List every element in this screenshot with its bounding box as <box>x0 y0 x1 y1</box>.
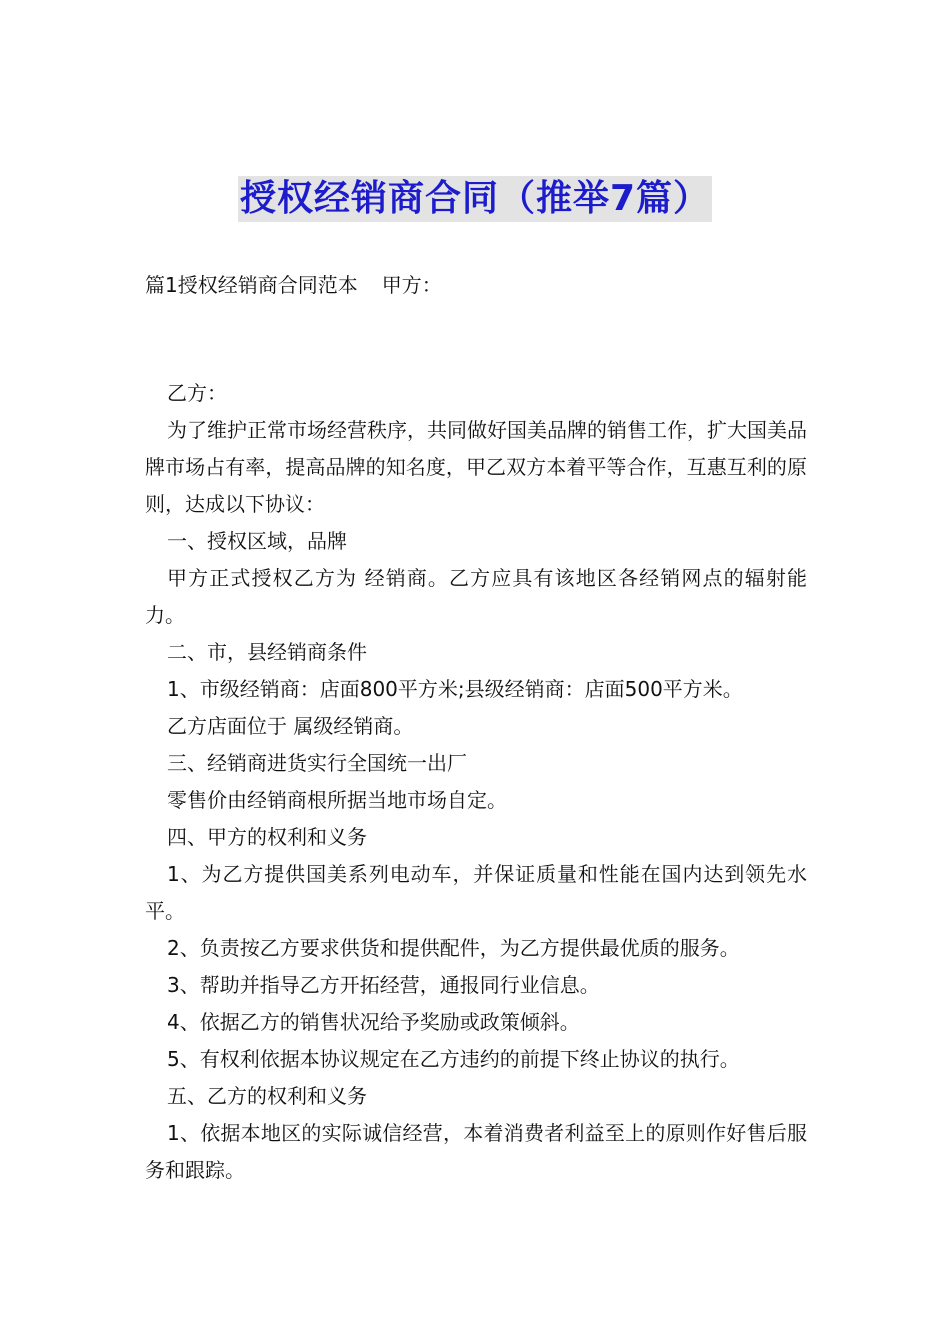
paragraph-intro: 为了维护正常市场经营秩序，共同做好国美品牌的销售工作，扩大国美品牌市场占有率，提高品牌的知名度，甲乙双方本着平等合作，互惠互利的原则，达成以下协议： <box>145 418 807 516</box>
section-heading-4: 四、甲方的权利和义务 <box>167 825 367 849</box>
paragraph: 乙方店面位于 属级经销商。 <box>167 714 414 738</box>
party-a-label: 甲方： <box>381 273 442 297</box>
list-item: 2、负责按乙方要求供货和提供配件，为乙方提供最优质的服务。 <box>167 936 740 960</box>
list-item: 3、帮助并指导乙方开拓经营，通报同行业信息。 <box>167 973 600 997</box>
paragraph: 零售价由经销商根所据当地市场自定。 <box>167 788 507 812</box>
section-heading-5: 五、乙方的权利和义务 <box>167 1084 367 1108</box>
party-b-label: 乙方： <box>167 381 227 405</box>
list-item: 1、为乙方提供国美系列电动车，并保证质量和性能在国内达到领先水平。 <box>145 862 807 923</box>
paragraph: 1、市级经销商：店面800平方米;县级经销商：店面500平方米。 <box>167 677 743 701</box>
list-item: 5、有权利依据本协议规定在乙方违约的前提下终止协议的执行。 <box>167 1047 740 1071</box>
section-heading-2: 二、市，县经销商条件 <box>167 640 367 664</box>
title-wrap <box>0 176 950 222</box>
list-item: 4、依据乙方的销售状况给予奖励或政策倾斜。 <box>167 1010 580 1034</box>
list-item: 1、依据本地区的实际诚信经营，本着消费者利益至上的原则作好售后服务和跟踪。 <box>145 1121 807 1182</box>
section-heading-3: 三、经销商进货实行全国统一出厂 <box>167 751 467 775</box>
party-b-block <box>145 375 807 412</box>
paragraph: 甲方正式授权乙方为 经销商。乙方应具有该地区各经销网点的辐射能力。 <box>145 566 807 627</box>
contract-body <box>145 412 807 1189</box>
chapter-line <box>145 267 442 304</box>
chapter-heading: 篇1授权经销商合同范本 <box>145 273 358 297</box>
section-heading-1: 一、授权区域，品牌 <box>167 529 347 553</box>
document-title: 授权经销商合同（推举7篇） <box>238 176 712 222</box>
